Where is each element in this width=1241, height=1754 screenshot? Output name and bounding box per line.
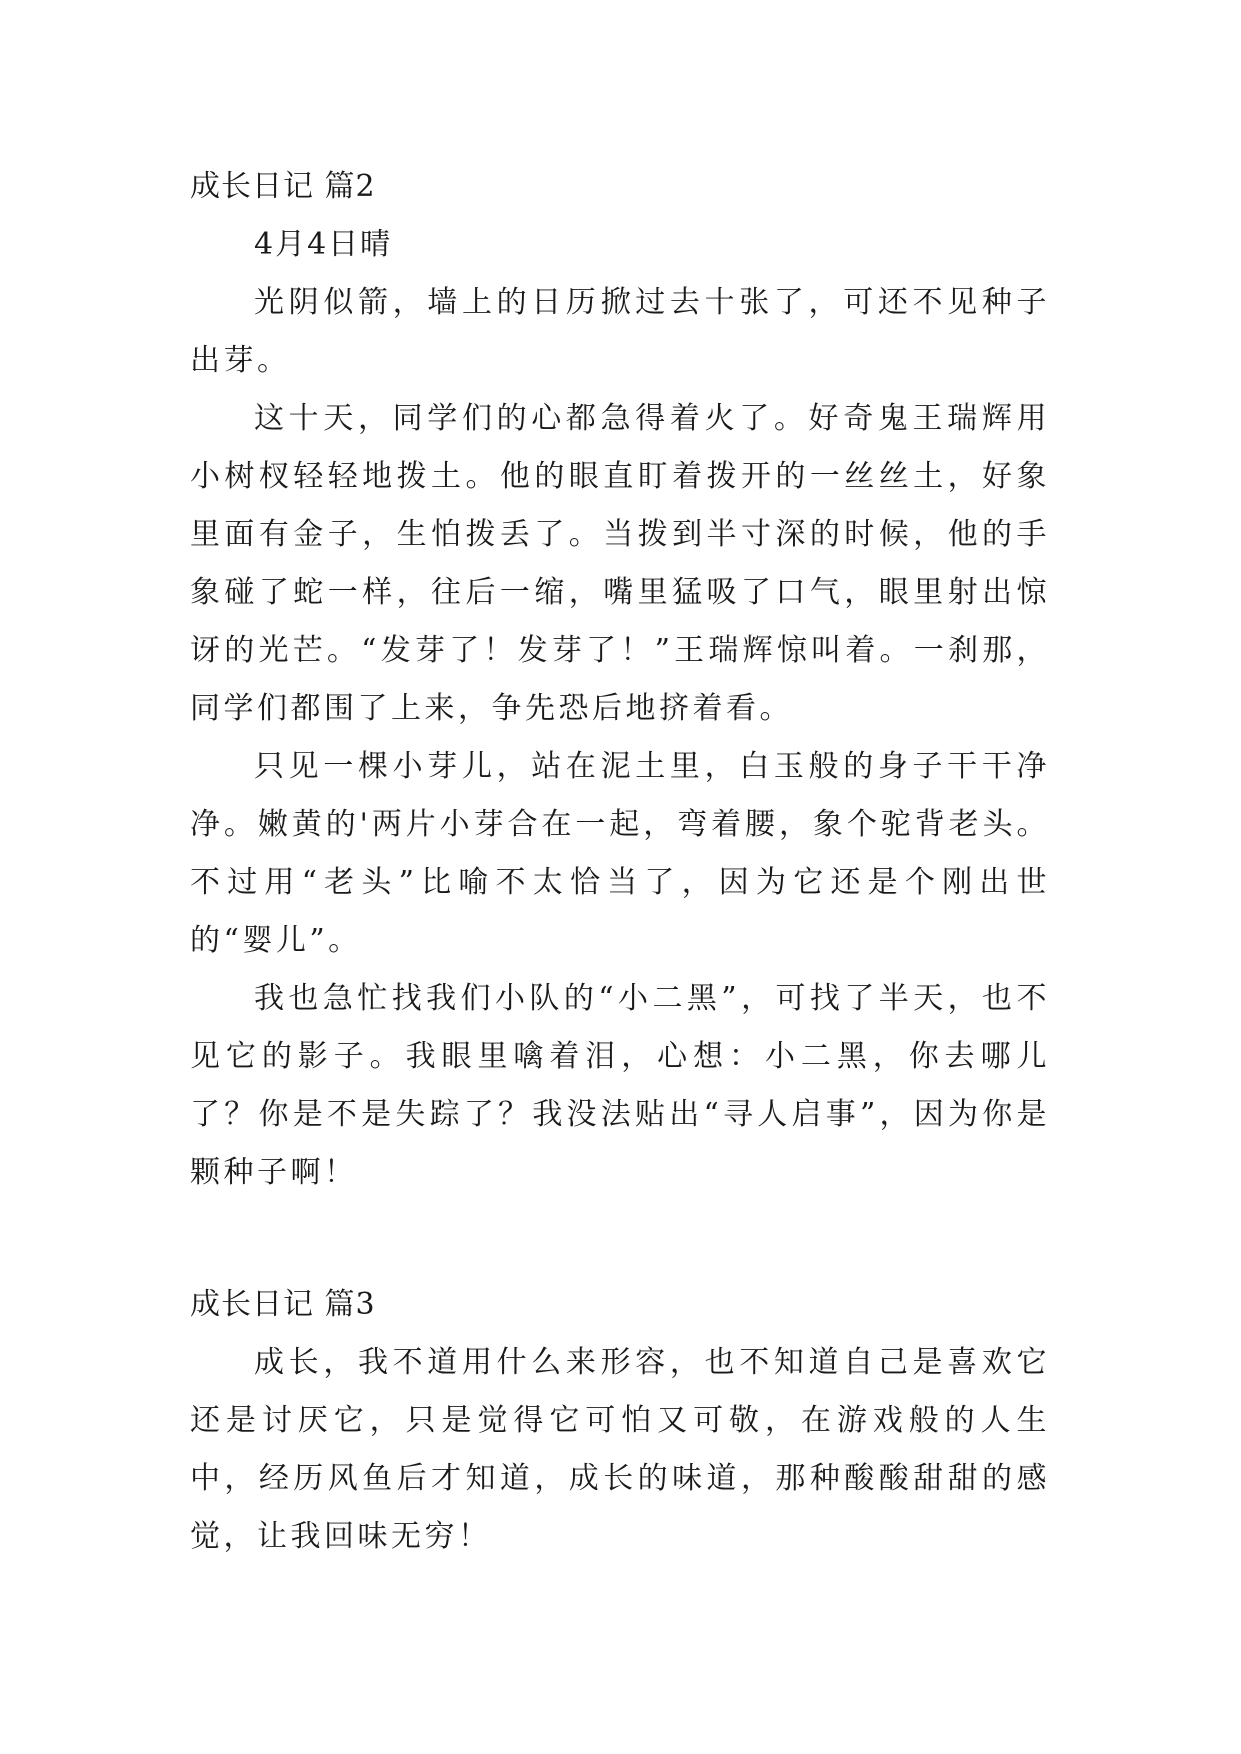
paragraph: 我也急忙找我们小队的“小二黑”，可找了半天，也不见它的影子。我眼里噙着泪，心想：小二黑，你去哪儿了？你是不是失踪了？我没法贴出“寻人启事”，因为你是颗种子啊！ xyxy=(190,981,1050,1190)
section-title: 成长日记 篇3 xyxy=(190,1287,376,1322)
paragraph: 只见一棵小芽儿，站在泥土里，白玉般的身子干干净净。嫩黄的'两片小芽合在一起，弯着腰，象个驼背老头。不过用“老头”比喻不太恰当了，因为它还是个刚出世的“婴儿”。 xyxy=(190,749,1050,958)
section-3 xyxy=(190,1276,1050,1566)
paragraph: 这十天，同学们的心都急得着火了。好奇鬼王瑞辉用小树杈轻轻地拨土。他的眼直盯着拨开的一丝丝土，好象里面有金子，生怕拨丢了。当拨到半寸深的时候，他的手象碰了蛇一样，往后一缩，嘴里猛吸了口气，眼里射出惊讶的光芒。“发芽了！发芽了！”王瑞辉惊叫着。一刹那，同学们都围了上来，争先恐后地挤着看。 xyxy=(190,401,1050,726)
section-2 xyxy=(190,158,1050,1202)
paragraph: 光阴似箭，墙上的日历掀过去十张了，可还不见种子出芽。 xyxy=(190,285,1050,378)
diary-date: 4月4日晴 xyxy=(254,227,393,262)
paragraph: 成长，我不道用什么来形容，也不知道自己是喜欢它还是讨厌它，只是觉得它可怕又可敬，在游戏般的人生中，经历风鱼后才知道，成长的味道，那种酸酸甜甜的感觉，让我回味无穷！ xyxy=(190,1345,1050,1554)
section-title: 成长日记 篇2 xyxy=(190,169,376,204)
